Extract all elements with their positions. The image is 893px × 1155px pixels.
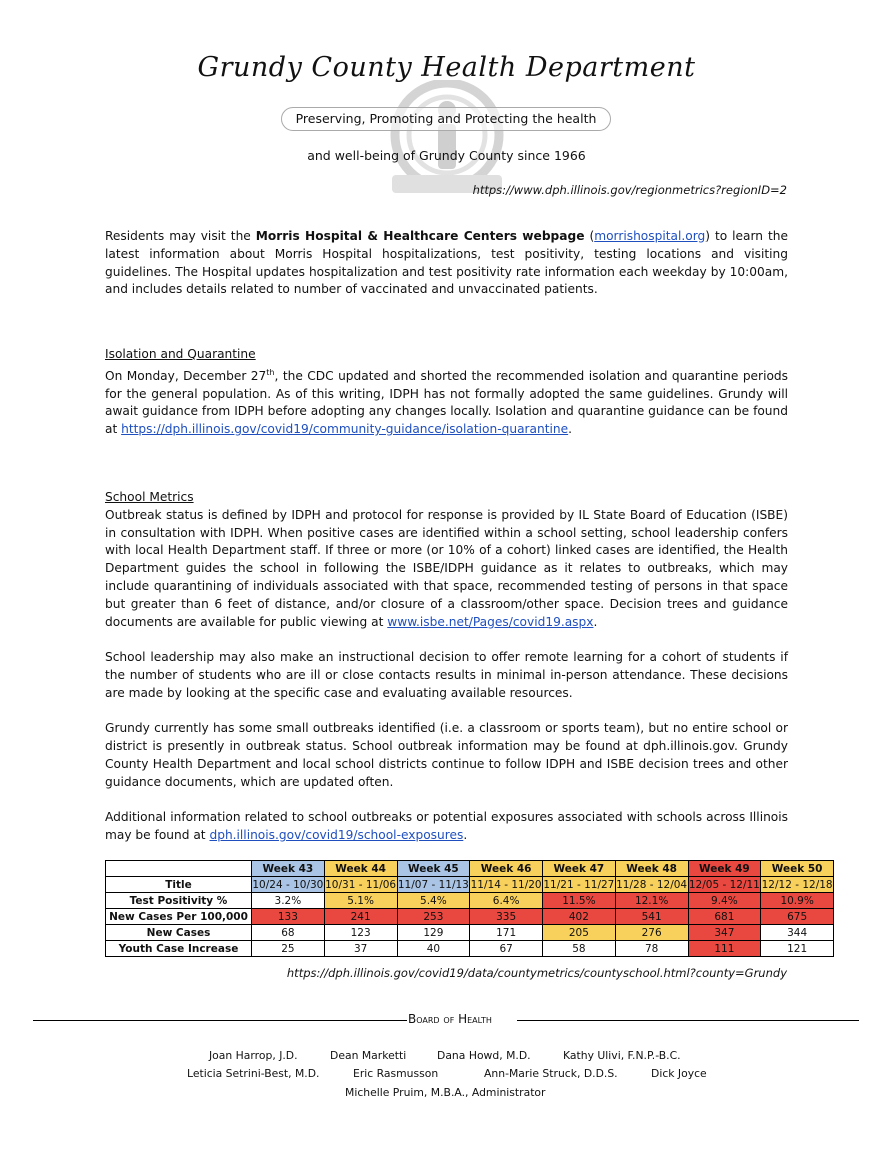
- metric-cell: 11.5%: [543, 893, 616, 909]
- board-member: Dana Howd, M.D.: [437, 1049, 531, 1062]
- school-paragraph-4: [105, 809, 788, 845]
- intro-paragraph: [105, 228, 788, 299]
- metric-cell: 67: [470, 941, 543, 957]
- isolation-sup: th: [266, 367, 275, 377]
- metric-cell: 133: [252, 909, 325, 925]
- metric-cell: 541: [615, 909, 688, 925]
- week-header: Week 49: [688, 861, 761, 877]
- metric-cell: 253: [397, 909, 470, 925]
- table-row: [106, 893, 834, 909]
- board-of-health-label: Board of Health: [408, 1012, 492, 1026]
- metric-label: Youth Case Increase: [106, 941, 252, 957]
- board-member: Kathy Ulivi, F.N.P.-B.C.: [563, 1049, 681, 1062]
- metric-cell: 121: [761, 941, 834, 957]
- date-range-cell: 11/28 - 12/04: [616, 878, 688, 891]
- table-row-weeks: [106, 861, 834, 877]
- region-metrics-url: https://www.dph.illinois.gov/regionmetrics?regionID=2: [472, 183, 787, 197]
- metric-cell: 37: [324, 941, 397, 957]
- table-row: [106, 941, 834, 957]
- school-exposures-link[interactable]: dph.illinois.gov/covid19/school-exposures: [209, 828, 464, 843]
- date-range-cell: 12/05 - 12/11: [688, 878, 760, 891]
- metric-cell: 205: [543, 925, 616, 941]
- metric-cell: 123: [324, 925, 397, 941]
- school-p1-end: .: [593, 614, 598, 629]
- metric-cell: 111: [688, 941, 761, 957]
- metric-cell: 68: [252, 925, 325, 941]
- metric-cell: 344: [761, 925, 834, 941]
- school-paragraph-1: [105, 507, 788, 632]
- morris-hospital-link[interactable]: morrishospital.org: [594, 229, 706, 243]
- metric-cell: 129: [397, 925, 470, 941]
- health-department-logo: [382, 80, 512, 200]
- isolation-text-3: .: [568, 422, 573, 437]
- tagline-subtext: and well-being of Grundy County since 1966: [307, 148, 586, 163]
- metric-cell: 25: [252, 941, 325, 957]
- board-member: Dean Marketti: [330, 1049, 407, 1062]
- isbe-link[interactable]: www.isbe.net/Pages/covid19.aspx: [387, 614, 594, 629]
- school-p1-text: Outbreak status is defined by IDPH and protocol for response is provided by IL State Board of Education (ISBE) in consultation with IDPH. When positive cases are identified within a school setting, school leadership confers with local Health Department staff. If three or more (or 10% of a cohort) linked cases are identified, the Health Department guides the school in following the ISBE/IDPH guidance as it relates to outbreaks, which may include quarantining of individuals associated with that space, recommended testing of persons in that space but greater than 6 feet of distance, and/or closure of a classroom/other space. Decision trees and guidance documents are available for public viewing at: [105, 507, 788, 629]
- date-range-cell: 11/07 - 11/13: [397, 878, 469, 891]
- board-member: Ann-Marie Struck, D.D.S.: [484, 1067, 618, 1080]
- metric-cell: 276: [615, 925, 688, 941]
- intro-bold: Morris Hospital & Healthcare Centers webpage: [255, 229, 585, 243]
- metric-cell: 171: [470, 925, 543, 941]
- board-member: Leticia Setrini-Best, M.D.: [187, 1067, 320, 1080]
- metric-cell: 5.1%: [324, 893, 397, 909]
- week-header: Week 47: [543, 861, 616, 877]
- school-p4-end: .: [463, 828, 468, 843]
- metric-cell: 675: [761, 909, 834, 925]
- week-header: Week 50: [761, 861, 834, 877]
- board-divider-left: [33, 1020, 407, 1021]
- table-row: [106, 909, 834, 925]
- intro-text-3: ) to learn the latest information about Morris Hospital hospitalizations, test positivity, testing locations and visiting guidelines. The Hospital updates hospitalization and test positivity rate information each weekday by 10:00am, and includes details related to number of vaccinated and unvaccinated patients.: [105, 229, 788, 297]
- week-header: Week 45: [397, 861, 470, 877]
- page-title: Grundy County Health Department: [197, 52, 696, 83]
- county-metrics-url: https://dph.illinois.gov/covid19/data/countymetrics/countyschool.html?county=Grundy: [286, 966, 787, 980]
- metric-cell: 5.4%: [397, 893, 470, 909]
- metric-cell: 402: [543, 909, 616, 925]
- board-member: Eric Rasmusson: [353, 1067, 439, 1080]
- metrics-table: [105, 860, 834, 957]
- table-row-dates: [106, 877, 834, 893]
- week-header: Week 48: [615, 861, 688, 877]
- week-header: Week 44: [324, 861, 397, 877]
- date-range-cell: 11/21 - 11/27: [543, 878, 615, 891]
- metric-cell: 10.9%: [761, 893, 834, 909]
- metric-cell: 681: [688, 909, 761, 925]
- board-divider-right: [517, 1020, 859, 1021]
- metric-cell: 3.2%: [252, 893, 325, 909]
- metric-cell: 335: [470, 909, 543, 925]
- metric-cell: 12.1%: [615, 893, 688, 909]
- table-corner: [106, 861, 252, 877]
- metric-cell: 6.4%: [470, 893, 543, 909]
- school-heading: School Metrics: [105, 490, 194, 504]
- title-label: Title: [106, 877, 252, 893]
- board-member: Joan Harrop, J.D.: [209, 1049, 298, 1062]
- week-header: Week 46: [470, 861, 543, 877]
- metric-label: New Cases Per 100,000: [106, 909, 252, 925]
- table-row: [106, 925, 834, 941]
- metric-cell: 78: [615, 941, 688, 957]
- school-section: [105, 489, 788, 845]
- metric-label: New Cases: [106, 925, 252, 941]
- metric-cell: 241: [324, 909, 397, 925]
- metric-label: Test Positivity %: [106, 893, 252, 909]
- metric-cell: 40: [397, 941, 470, 957]
- date-range-cell: 11/14 - 11/20: [470, 878, 542, 891]
- isolation-guidance-link[interactable]: https://dph.illinois.gov/covid19/community-guidance/isolation-quarantine: [121, 422, 569, 437]
- school-paragraph-2: School leadership may also make an instructional decision to offer remote learning for a cohort of students if the number of students who are ill or close contacts results in minimal in-person attendance. These decisions are made by looking at the specific case and evaluating available resources.: [105, 650, 788, 700]
- board-member: Dick Joyce: [651, 1067, 707, 1080]
- isolation-section: [105, 346, 788, 439]
- board-administrator: Michelle Pruim, M.B.A., Administrator: [345, 1086, 546, 1099]
- date-range-cell: 12/12 - 12/18: [761, 878, 833, 891]
- week-header: Week 43: [252, 861, 325, 877]
- intro-text-1: Residents may visit the: [105, 229, 256, 243]
- date-range-cell: 10/24 - 10/30: [252, 878, 324, 891]
- intro-text-2: (: [584, 229, 595, 243]
- school-p4-text: Additional information related to school outbreaks or potential exposures associated with schools across Illinois may be found at: [105, 810, 788, 843]
- isolation-text-1: On Monday, December 27: [105, 368, 267, 383]
- metric-cell: 9.4%: [688, 893, 761, 909]
- school-paragraph-3: Grundy currently has some small outbreaks identified (i.e. a classroom or sports team), but no entire school or district is presently in outbreak status. School outbreak information may be found at dph.illinois.gov. Grundy County Health Department and local school districts continue to follow IDPH and ISBE decision trees and other guidance documents, which are updated often.: [105, 721, 788, 789]
- isolation-text-2: , the CDC updated and shorted the recommended isolation and quarantine periods for the general population. As of this writing, IDPH has not formally adopted the same guidelines. Grundy will await guidance from IDPH before adopting any changes locally. Isolation and quarantine guidance can be found at: [105, 368, 788, 437]
- metric-cell: 347: [688, 925, 761, 941]
- isolation-heading: Isolation and Quarantine: [105, 347, 256, 361]
- tagline-banner: Preserving, Promoting and Protecting the health: [281, 107, 611, 131]
- date-range-cell: 10/31 - 11/06: [325, 878, 397, 891]
- metric-cell: 58: [543, 941, 616, 957]
